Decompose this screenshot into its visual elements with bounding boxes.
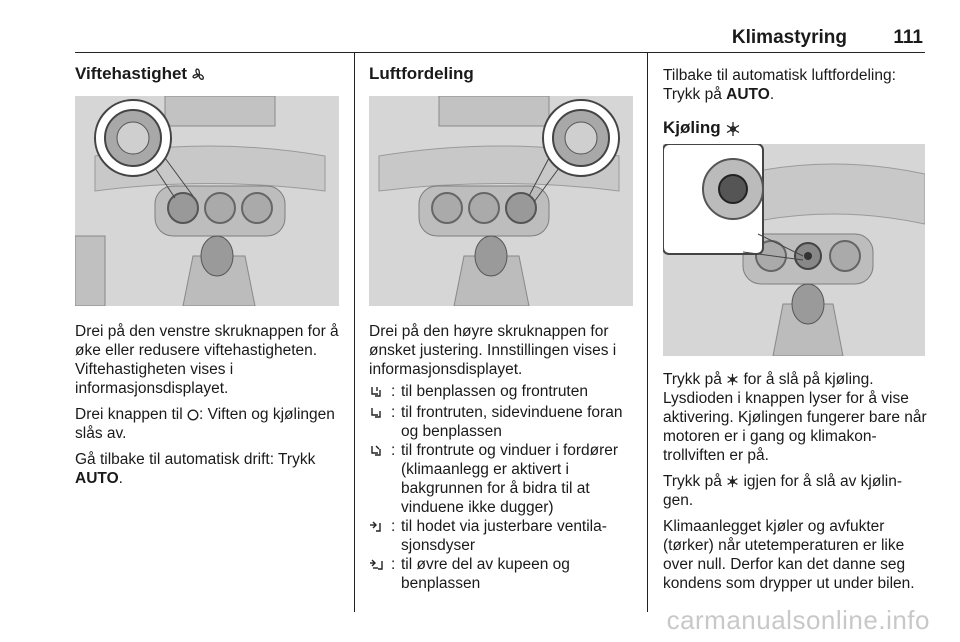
auto-label: AUTO <box>726 86 770 103</box>
snowflake-icon <box>726 475 739 488</box>
paragraph <box>75 450 343 488</box>
item-text: til øvre del av kupeen og benplassen <box>401 556 570 592</box>
snowflake-icon <box>725 121 741 137</box>
paragraph: Drei på den høyre skruknappen for ønsket justering. Innstillingen vises i informasjonsdisplayet. <box>369 323 617 378</box>
text: Gå tilbake til automatisk drift: Trykk <box>75 451 316 468</box>
paragraph: Drei knappen til : Viften og kjølingen slås av. <box>75 406 335 442</box>
text: Drei knappen til <box>75 406 183 423</box>
item-text: til frontruten, sidevinduene foran og benplassen <box>401 404 623 440</box>
item-text: til benplassen og frontruten <box>401 383 588 400</box>
paragraph <box>663 66 931 104</box>
section-heading: Luftfordeling <box>369 64 474 83</box>
section-heading <box>663 118 741 138</box>
text: for å slå på kjøling. Lysdioden i knappen lyser for å vise aktivering. Kjølingen fungerer bare når motoren er i gang og klimakon-trollviften er på. <box>663 371 927 464</box>
paragraph <box>663 370 931 465</box>
list-item: : til hodet via justerbare ventila-sjonsdyser <box>369 517 637 555</box>
text: Trykk på <box>663 473 722 490</box>
watermark: carmanualsonline.info <box>666 605 930 635</box>
cooling-text <box>663 370 931 593</box>
fan-text <box>75 322 343 488</box>
text: Trykk på <box>663 86 722 103</box>
dashboard-photo-airflow <box>369 96 633 306</box>
airflow-feet-windscreen-icon <box>369 386 383 398</box>
text: . <box>769 86 775 103</box>
item-text: til frontrute og vinduer i fordører (klimaanlegg er aktivert i bakgrunnen for å bidra til at vinduene ikke dugger) <box>401 442 619 516</box>
auto-distribution-text <box>663 66 931 104</box>
section-heading <box>75 64 206 84</box>
page-title: Klimastyring <box>731 27 847 48</box>
column-divider <box>354 52 355 612</box>
airflow-head-feet-icon <box>369 559 385 571</box>
airflow-intro <box>369 322 637 379</box>
auto-label: AUTO <box>75 470 119 487</box>
list-item: : til øvre del av kupeen og benplassen <box>369 555 637 593</box>
airflow-windscreen-side-feet-icon <box>369 407 383 419</box>
list-item: : til frontrute og vinduer i fordører (klimaanlegg er aktivert i bakgrunnen for å bidra til at vinduene ikke dugger) <box>369 441 637 517</box>
text: Viften og kjølingen slås av. <box>75 406 335 442</box>
heading-text: Viftehastighet <box>75 64 188 83</box>
text: igjen for å slå av kjølin-gen. <box>663 473 902 509</box>
snowflake-icon <box>726 373 739 386</box>
airflow-defrost-icon <box>369 445 383 457</box>
paragraph: Klimaanlegget kjøler og avfukter (tørker) når utetemperaturen er like over null. Derfor kan det danne seg kondens som drypper ut under bilen. <box>663 518 915 592</box>
fan-icon <box>192 68 206 82</box>
airflow-options-list <box>369 382 637 593</box>
airflow-head-icon <box>369 521 383 533</box>
off-circle-icon <box>187 409 199 421</box>
list-item: : til benplassen og frontruten <box>369 382 637 403</box>
paragraph <box>663 472 931 510</box>
text: . <box>118 470 123 487</box>
dashboard-photo-fan <box>75 96 339 306</box>
dashboard-photo-cooling <box>663 144 925 356</box>
page-number: 111 <box>893 27 923 48</box>
text: Trykk på <box>663 371 722 388</box>
paragraph: Drei på den venstre skruknappen for å øke eller redusere viftehastigheten. Viftehastigheten vises i informasjonsdisplayet. <box>75 323 339 397</box>
text: Tilbake til automatisk luftfordeling: <box>663 67 896 84</box>
column-divider <box>647 52 648 612</box>
heading-text: Kjøling <box>663 118 721 137</box>
page-header <box>75 0 925 53</box>
item-text: til hodet via justerbare ventila-sjonsdyser <box>401 518 607 554</box>
list-item: : til frontruten, sidevinduene foran og benplassen <box>369 403 637 441</box>
